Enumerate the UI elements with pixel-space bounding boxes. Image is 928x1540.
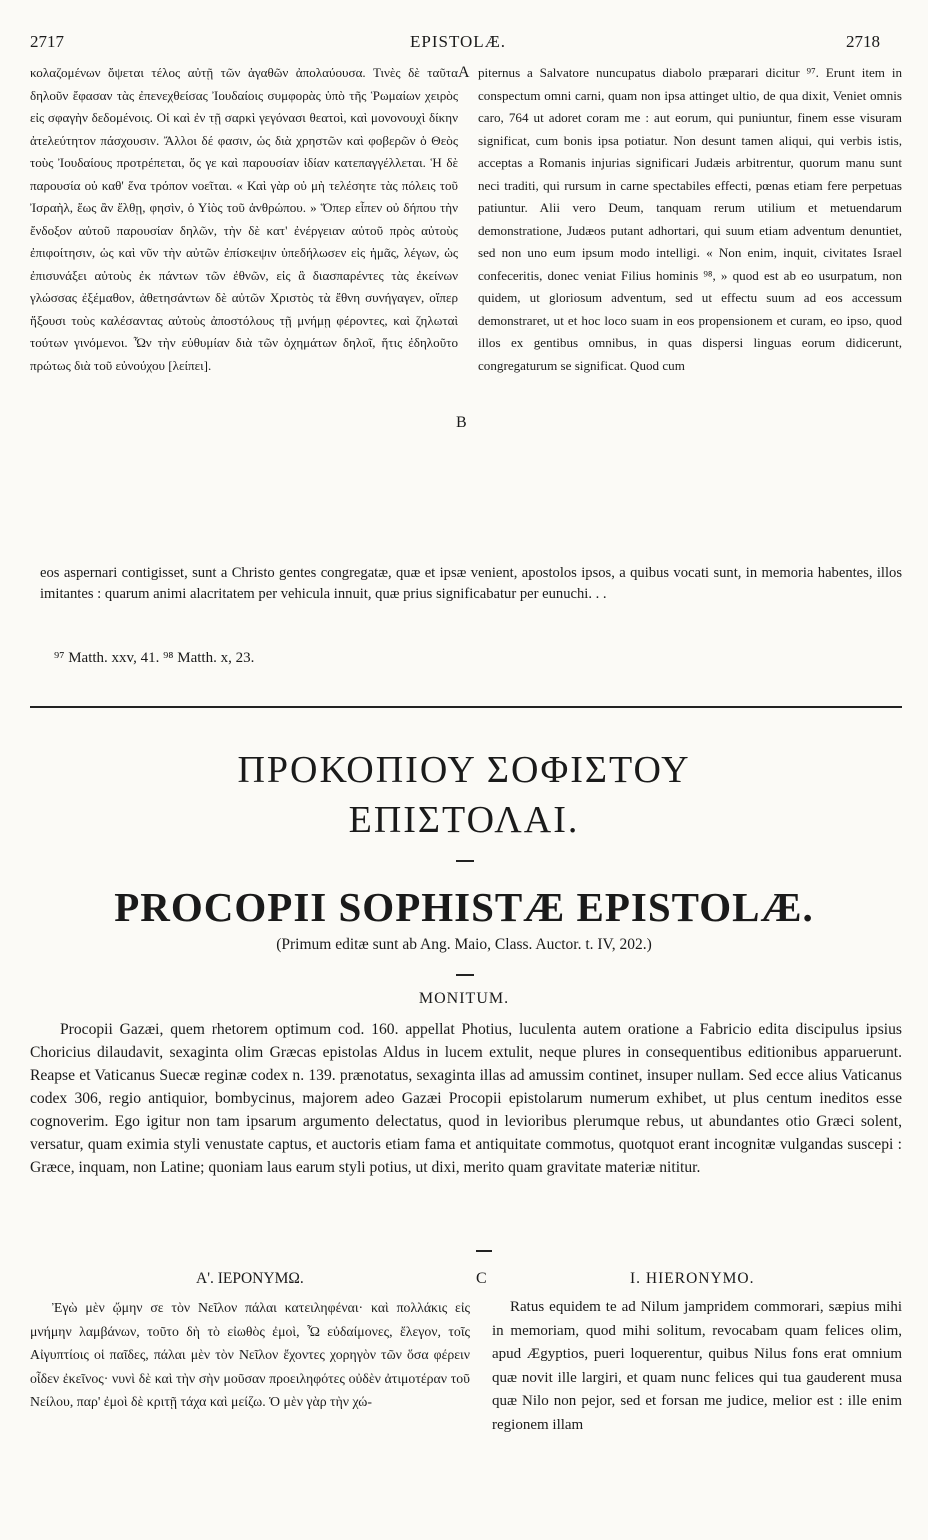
monitum-heading: MONITUM. (418, 990, 510, 1007)
latin-letter-column (492, 1296, 902, 1526)
margin-letter-b: B (456, 414, 467, 431)
greek-letter-column (30, 1296, 470, 1526)
latin-letter-heading: I. HIERONYMO. (630, 1270, 755, 1287)
monitum-text: Procopii Gazæi, quem rhetorem optimum cod. 160. appellat Photius, luculenta autem oratione a Fabricio edita discipulus ipsius Choricius dilaudavit, sexaginta olim Græcas epistolas Aldus in lucem extulit, neque plures in consequentibus editionibus apparuerunt. Reapse et Vaticanus Suecæ reginæ codex n. 139. prænotatus, sexaginta illas ad amussim continet, insuper nullam. Sed ecce alius Vaticanus codex 306, regio antiquior, bombycinus, majorem adeo Gazæi Procopii epistolarum numerum exhibet, ut plus centum ineditos esse cognoverim. Ego igitur non tam ipsarum argumento delectatus, quod in levioribus plerumque rebus, ut abundantes otio Græci solent, versatur, quam eximia styli venustate captus, et auctoris etiam fama et antiquitate commotus, quotquot erant incognitæ vulgandas suscepi : Græce, inquam, non Latine; quoniam laus earum styli potius, ut dixi, merito quam gravitate materiæ nititur. (30, 1021, 902, 1176)
title-separator (456, 860, 474, 862)
section-divider (30, 706, 902, 708)
latin-letter-text: Ratus equidem te ad Nilum jampridem commorari, sæpius mihi in memoriam, quod mihi solitum, revocabam quam felices olim, apud Ægyptios, pueri loquerentur, quibus Nilus fons erat omnium quæ novit ille largiri, et quam nunc felices qui tua gauderent musa quæ Nilo non pejor, sed et forsan me judice, melior est : ille enim regionem illam (492, 1299, 902, 1433)
greek-letter-text: Ἐγὼ μὲν ᾤμην σε τὸν Νεῖλον πάλαι κατειληφέναι· καὶ πολλάκις εἰς μνήμην λαμβάνων, τοῦτο δὴ τὸ εἰωθὸς ἐμοὶ, Ὦ εὐδαίμονες, ἔλεγον, τοῖς Αἰγυπτίοις οἱ παῖδες, πάλαι μὲν τὸν Νεῖλον ἔχοντες χορηγὸν τῶν ὅσα φέρειν οἶδεν ἐκεῖνος· νυνὶ δὲ καὶ τὴν σὴν μοῦσαν προειληφότες οὐδὲν ἀτιμοτέραν τοῦ Νείλου, παρ' ἐμοὶ δὲ κριτῇ τάχα καὶ μείζω. Ὁ μὲν γὰρ τὴν χώ- (30, 1300, 470, 1409)
latin-continuation: eos aspernari contigisset, sunt a Christo gentes congregatæ, quæ et ipsæ venient, apostolos ipsos, a quibus vocati sunt, in memoria habentes, illos imitantes : quarum animi alacritatem per vehicula innuit, quæ prius significabatur per eunuchi. . . (40, 565, 902, 602)
margin-letter-a: A (458, 64, 470, 81)
greek-letter-heading: Α'. ΙΕΡΟΝΥΜΩ. (196, 1270, 304, 1287)
greek-title-line-1: ΠΡΟΚΟΠΙΟΥ ΣΟΦΙΣΤΟΥ (237, 749, 691, 791)
latin-title: PROCOPII SOPHISTÆ EPISTOLÆ. (114, 884, 814, 930)
margin-letter-c: C (476, 1270, 487, 1287)
footnotes: ⁹⁷ Matth. xxv, 41. ⁹⁸ Matth. x, 23. (54, 650, 255, 666)
edition-note: (Primum editæ sunt ab Ang. Maio, Class. Auctor. t. IV, 202.) (276, 936, 652, 953)
running-title: EPISTOLÆ. (410, 32, 507, 51)
page-number-left: 2717 (30, 32, 64, 51)
latin-commentary-column (478, 62, 902, 570)
greek-commentary-text: κολαζομένων ὄψεται τέλος αὐτῇ τῶν ἀγαθῶν ἀπολαύουσα. Τινὲς δὲ ταῦτα δηλοῦν ἔφασαν τὰς ἐπενεχθείσας Ἰουδαίοις συμφορὰς ὑπὸ τῆς Ῥωμαίων χειρὸς εἰς σφαγὴν δεδομένοις. Οἱ καὶ ἐν τῇ σαρκὶ γεγόνασι θεατοὶ, καὶ μονονουχὶ δίκην ἀτελεύτητον πάσχουσιν. Ἄλλοι δέ φασιν, ὡς διὰ χρηστῶν καὶ φοβερῶν ὁ Θεὸς τοὺς Ἰουδαίους προτρέπεται, ὅς γε καὶ παρουσίαν ἰδίαν κατεπαγγέλλεται. Ἡ δὲ παρουσία οὐ καθ' ἕνα τρόπον νοεῖται. « Καὶ γὰρ οὐ μὴ τελέσητε τὰς πόλεις τοῦ Ἰσραὴλ, ἕως ἂν ἔλθῃ, φησὶν, ὁ Υἱὸς τοῦ ἀνθρώπου. » Ὅπερ εἶπεν οὐ δήπου τὴν ἔνδοξον αὐτοῦ παρουσίαν δηλῶν, τὴν δὲ κατ' ἐνέργειαν αὐτοῦ πρὸς αὐτοὺς ἐπιφοίτησιν, ὡς καὶ νῦν τὴν αὐτῶν ἐπίσκεψιν ὑπεδήλωσεν εἰς ἡμᾶς, λέγων, ὡς ἐπισυνάξει αὐτοὺς ἐκ πάντων τῶν ἐθνῶν, εἰς ἃ διασπαρέντες τὰς ἐκείνων γλώσσας ἐξέμαθον, ἀθετησάντων δὲ αὐτῶν Χριστὸς τὰ ἔθνη συνήγαγεν, οἵπερ ἥξουσι τοὺς καλέσαντας αὐτοὺς ἀποστόλους τῇ μνήμῃ φέροντες, καὶ ζηλωταὶ τούτων γινόμενοι. Ὧν τὴν εὐθυμίαν διὰ τῶν ὀχημάτων δηλοῖ, ἥτις ἐδηλοῦτο πρώτως διὰ τοῦ εὐνούχου [λείπει]. (30, 65, 458, 373)
note-separator (456, 974, 474, 976)
latin-commentary-text: piternus a Salvatore nuncupatus diabolo præparari dicitur ⁹⁷. Erunt item in conspectum omni carni, quam non ipsa attinget ultio, de qua dixit, Veniet omnis caro, 764 ut adoret coram me : aut eorum, qui puniuntur, finem esse visuram significat, cum bonis ipsa potiatur. Non desunt tamen aliqui, qui verbis istis, acceptas a Romanis injurias significari Judæis arbitrentur, quorum manu sunt neci traditi, qui rursum in carne spectabiles effecti, pœnas etiam fere perpetuas patiuntur. Alii vero Deum, tanquam rerum utilium et metuendarum demonstratione, Judæos putant adhortari, qui suum etiam adventum denuntiet, sed non uno eum ipsum modo intelligi. « Non enim, inquit, civitates Israel confeceritis, donec veniat Filius hominis ⁹⁸, » quod est ab eo usurpatum, non quidem, ut gloriosum adventum, sed ut effectu suum ad eos accessum demonstraret, ut et hoc loco suam in eos propensionem et curam, eo ipso, quod illos ex gentibus omnibus, in quas dispersi linguas eorum didicerunt, congregaturum se significat. Quod cum (478, 65, 902, 373)
greek-commentary-column (30, 62, 458, 570)
page-number-right: 2718 (846, 32, 880, 51)
greek-title-line-2: ΕΠΙΣΤΟΛΑΙ. (348, 799, 580, 841)
monitum-separator (476, 1250, 492, 1252)
